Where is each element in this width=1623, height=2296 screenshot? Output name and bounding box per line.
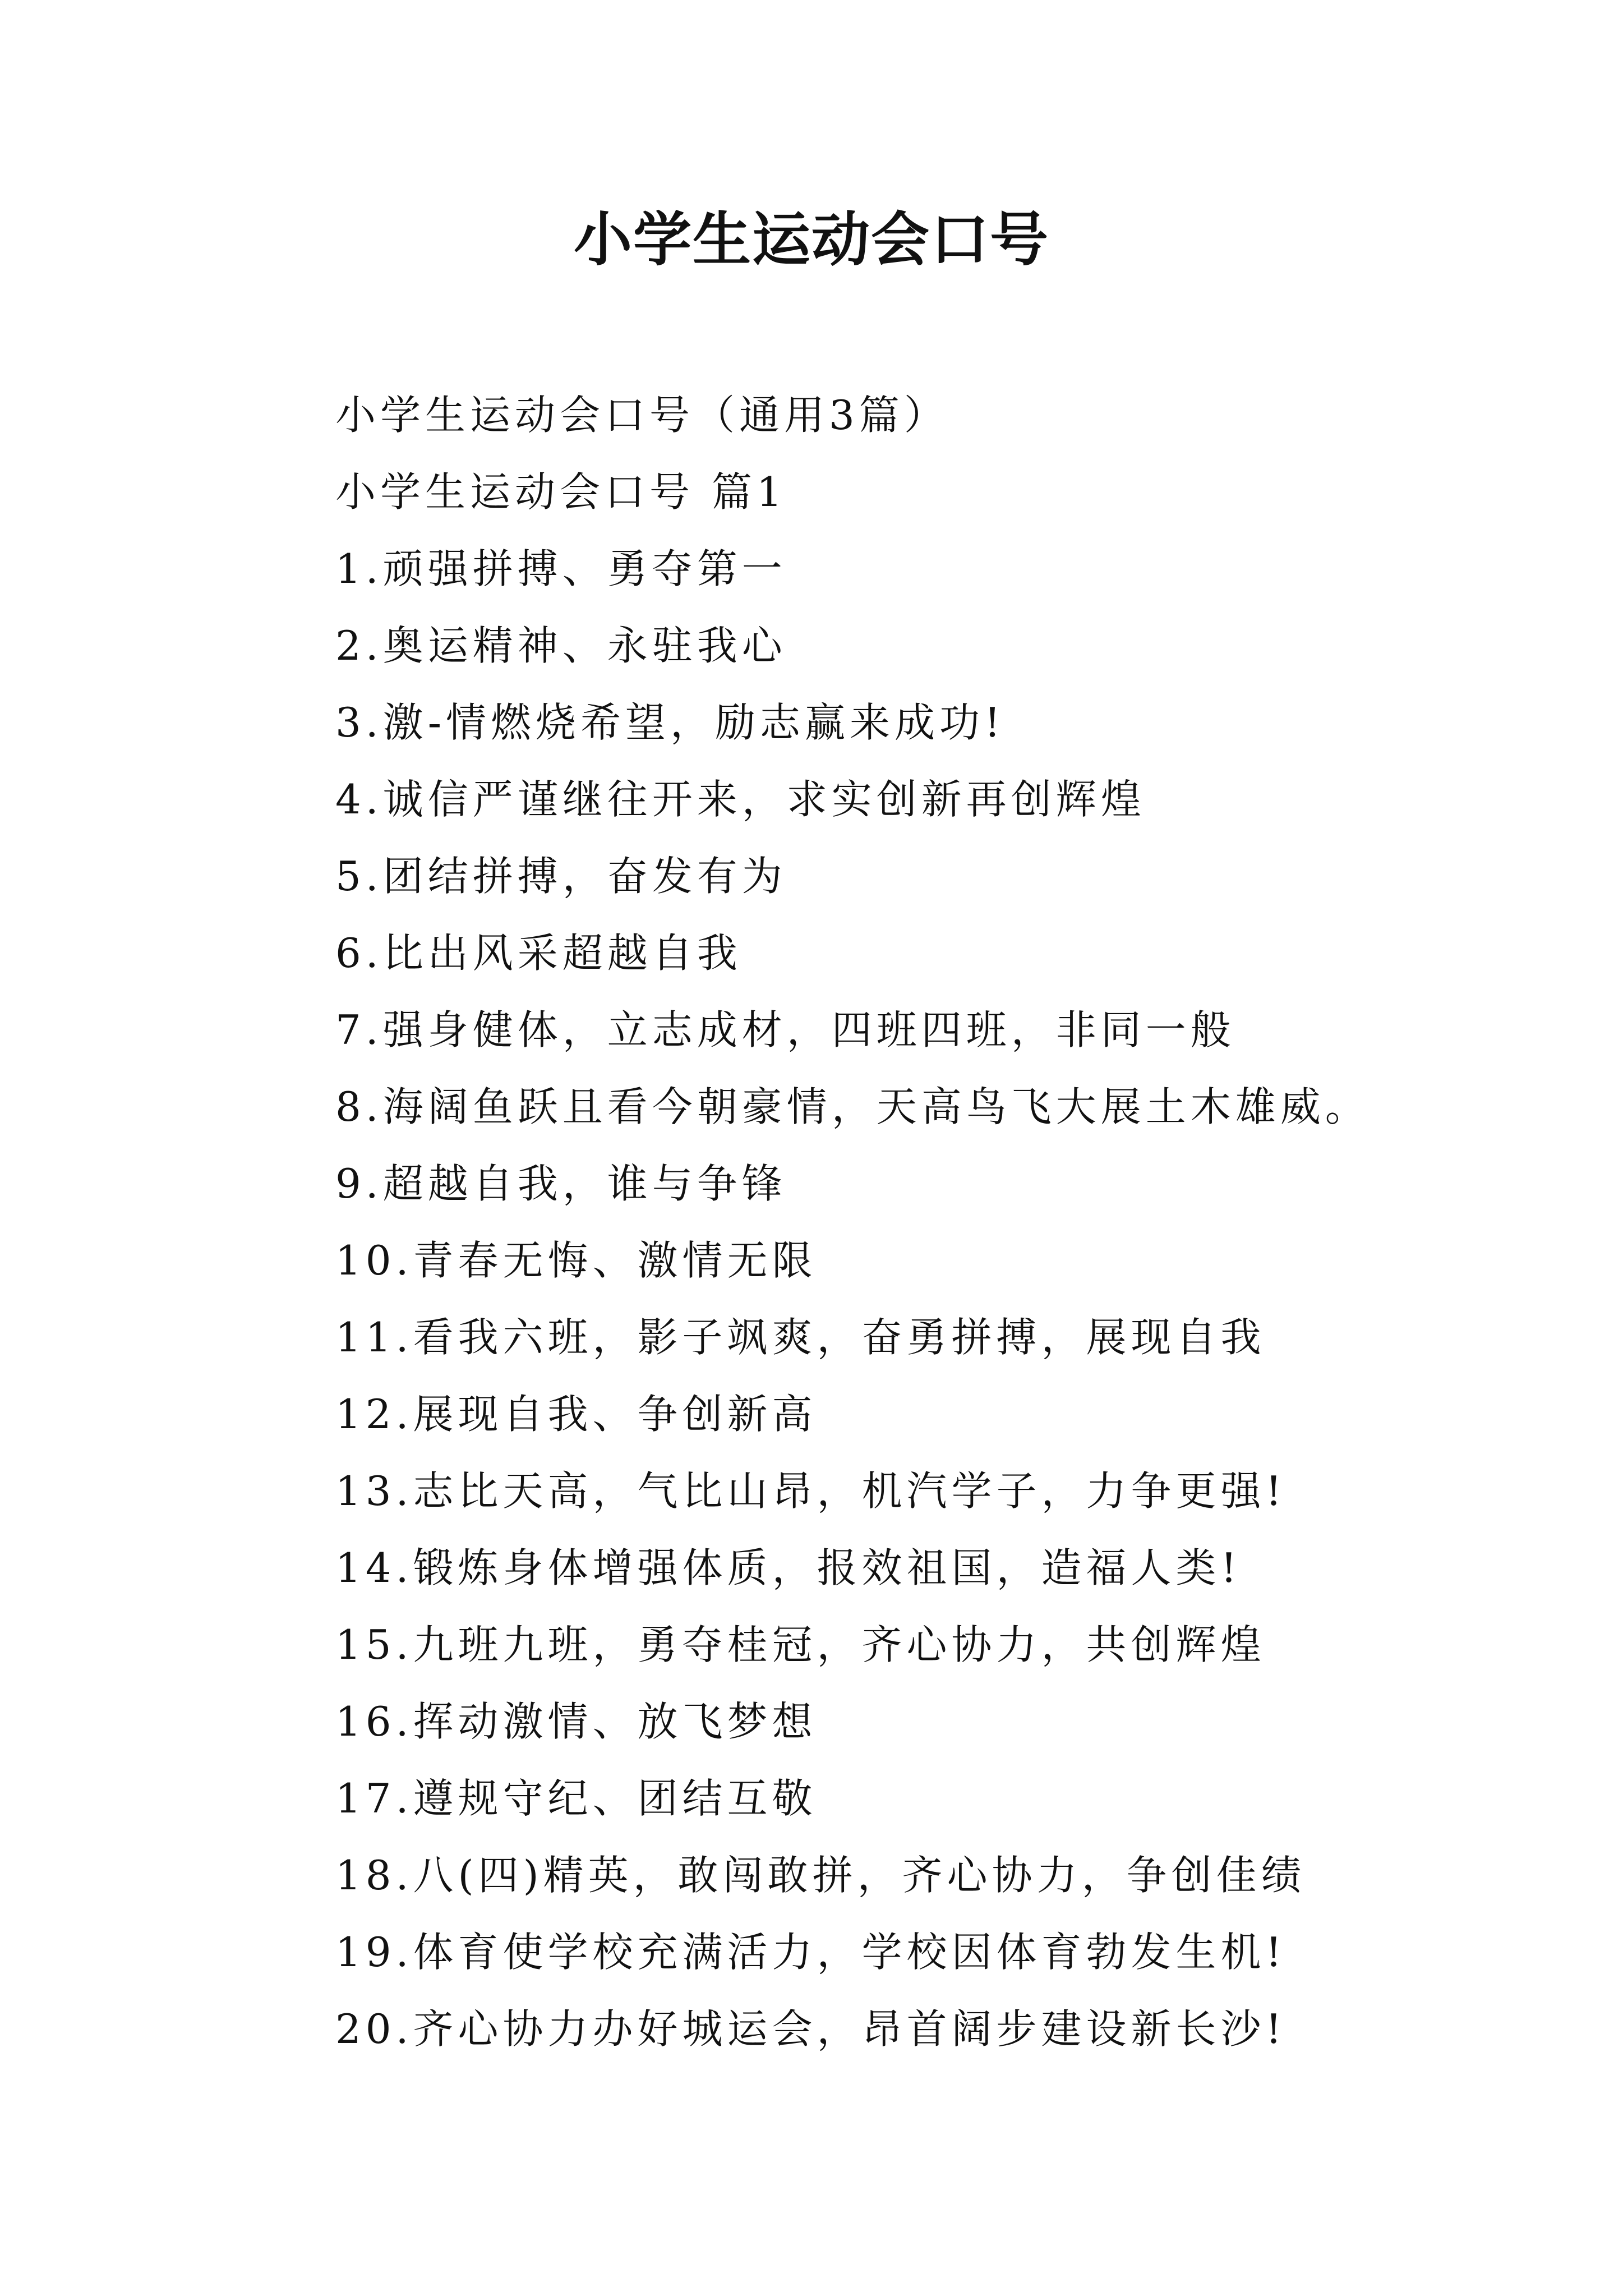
- slogan-item: 9.超越自我，谁与争锋: [335, 1160, 787, 1207]
- slogan-item: 15.九班九班，勇夺桂冠，齐心协力，共创辉煌: [335, 1621, 1266, 1668]
- slogan-item: 1.顽强拼搏、勇夺第一: [335, 545, 787, 592]
- section-heading: 小学生运动会口号 篇1: [335, 468, 787, 516]
- slogan-item: 10.青春无悔、激情无限: [335, 1237, 817, 1284]
- slogan-item: 16.挥动激情、放飞梦想: [335, 1698, 817, 1745]
- slogan-item: 19.体育使学校充满活力，学校因体育勃发生机!: [335, 1929, 1287, 1976]
- slogan-item: 13.志比天高，气比山昂，机汽学子，力争更强!: [335, 1467, 1287, 1515]
- slogan-item: 7.强身健体，立志成材，四班四班，非同一般: [335, 1006, 1235, 1053]
- document-subtitle: 小学生运动会口号（通用3篇）: [335, 392, 949, 439]
- slogan-item: 12.展现自我、争创新高: [335, 1391, 817, 1438]
- slogan-item: 4.诚信严谨继往开来，求实创新再创辉煌: [335, 776, 1146, 823]
- slogan-item: 8.海阔鱼跃且看今朝豪情，天高鸟飞大展土木雄威。: [335, 1083, 1370, 1130]
- slogan-item: 14.锻炼身体增强体质，报效祖国，造福人类!: [335, 1544, 1242, 1591]
- slogan-item: 17.遵规守纪、团结互敬: [335, 1775, 817, 1822]
- slogan-item: 2.奥运精神、永驻我心: [335, 622, 787, 669]
- slogan-item: 3.激-情燃烧希望，励志赢来成功!: [335, 699, 1005, 746]
- slogan-item: 5.团结拼搏，奋发有为: [335, 853, 787, 900]
- slogan-item: 20.齐心协力办好城运会，昂首阔步建设新长沙!: [335, 2005, 1287, 2053]
- slogan-item: 6.比出风采超越自我: [335, 930, 742, 977]
- slogan-item: 11.看我六班，影子飒爽，奋勇拼搏，展现自我: [335, 1314, 1266, 1361]
- slogan-item: 18.八(四)精英，敢闯敢拼，齐心协力，争创佳绩: [335, 1852, 1306, 1899]
- document-body: [335, 377, 1513, 2068]
- page-title: 小学生运动会口号: [573, 205, 1049, 274]
